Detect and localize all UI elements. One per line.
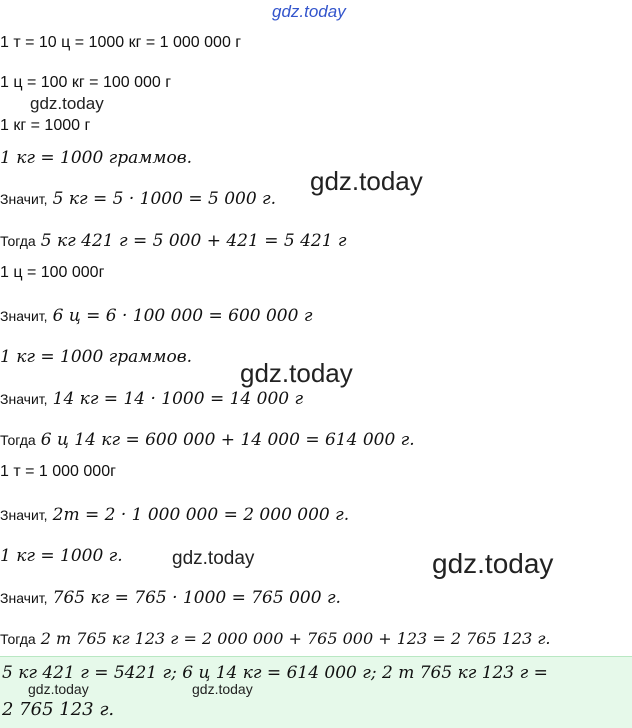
line-15-prefix: Значит, [0, 590, 48, 606]
watermark-6: gdz.today [28, 681, 89, 697]
line-9: 1 кг = 1000 граммов. [0, 347, 193, 367]
watermark-2: gdz.today [310, 166, 423, 196]
line-8-prefix: Значит, [0, 308, 48, 324]
answer-line-1: 5 кг 421 г = 5421 г; 6 ц 14 кг = 614 000 г; 2 т 765 кг 123 г = [2, 663, 548, 683]
line-16 [0, 629, 551, 648]
line-1: 1 т = 10 ц = 1000 кг = 1 000 000 г [0, 34, 242, 51]
line-13-prefix: Значит, [0, 507, 48, 523]
line-11 [0, 430, 415, 450]
watermark-4: gdz.today [172, 548, 255, 569]
line-8 [0, 306, 312, 326]
line-6 [0, 231, 347, 251]
line-14: 1 кг = 1000 г. [0, 546, 123, 566]
line-11-expr: 6 ц 14 кг = 600 000 + 14 000 = 614 000 г. [40, 430, 415, 450]
line-16-expr: 2 т 765 кг 123 г = 2 000 000 + 765 000 + 123 = 2 765 123 г. [40, 629, 551, 648]
line-6-expr: 5 кг 421 г = 5 000 + 421 = 5 421 г [40, 231, 347, 251]
line-16-prefix: Тогда [0, 631, 36, 647]
line-5-expr: 5 кг = 5 · 1000 = 5 000 г. [52, 189, 277, 209]
line-2: 1 ц = 100 кг = 100 000 г [0, 74, 172, 91]
line-13-expr: 2т = 2 · 1 000 000 = 2 000 000 г. [52, 505, 350, 525]
watermark-top: gdz.today [272, 2, 346, 21]
line-10-expr: 14 кг = 14 · 1000 = 14 000 г [52, 389, 304, 409]
line-6-prefix: Тогда [0, 233, 36, 249]
answer-box [0, 656, 632, 728]
line-10-prefix: Значит, [0, 391, 48, 407]
line-15-expr: 765 кг = 765 · 1000 = 765 000 г. [52, 588, 341, 608]
watermark-7: gdz.today [192, 681, 253, 697]
answer-line-2: 2 765 123 г. [2, 699, 115, 720]
watermark-1: gdz.today [30, 94, 104, 113]
line-12: 1 т = 1 000 000г [0, 463, 116, 480]
line-7: 1 ц = 100 000г [0, 264, 105, 281]
line-10 [0, 389, 303, 409]
line-5-prefix: Значит, [0, 191, 48, 207]
line-8-expr: 6 ц = 6 · 100 000 = 600 000 г [52, 306, 313, 326]
watermark-5: gdz.today [432, 548, 554, 579]
line-5 [0, 189, 276, 209]
watermark-3: gdz.today [240, 358, 353, 388]
line-3: 1 кг = 1000 г [0, 117, 91, 134]
line-13 [0, 505, 349, 525]
line-11-prefix: Тогда [0, 432, 36, 448]
line-4: 1 кг = 1000 граммов. [0, 148, 193, 168]
line-15 [0, 588, 341, 608]
